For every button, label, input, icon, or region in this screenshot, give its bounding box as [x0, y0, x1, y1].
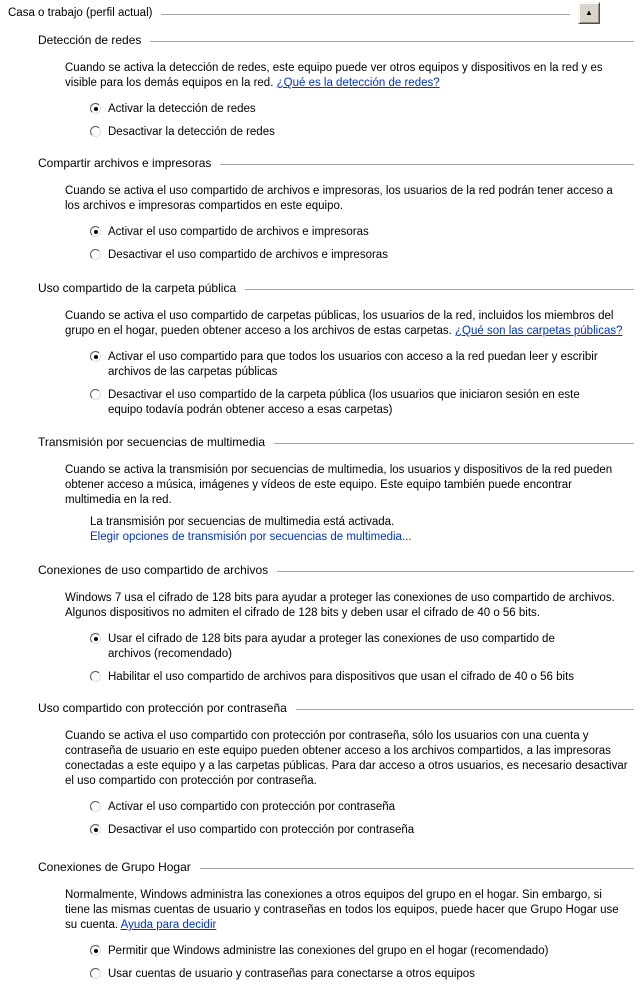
radio-option-label: Usar cuentas de usuario y contraseñas para conectarse a otros equipos	[108, 968, 475, 980]
section-description	[65, 888, 630, 933]
section-divider	[220, 164, 634, 165]
section-header	[38, 156, 634, 171]
section-header	[38, 435, 634, 450]
section-description	[65, 729, 630, 789]
section-divider	[277, 571, 634, 572]
section-header	[38, 701, 634, 716]
radio-button[interactable]	[90, 126, 101, 137]
description-text: Normalmente, Windows administra las conexiones a otros equipos del grupo en el hogar. Sin embargo, si tiene las mismas cuentas de usuario y contraseñas en todos los equipos, puede hacer que Grupo Hogar use su cuenta.	[65, 889, 619, 931]
section-divider	[245, 289, 634, 290]
section-homegroup-connections	[0, 860, 642, 982]
radio-option-label: Permitir que Windows administre las conexiones del grupo en el hogar (recomendado)	[108, 945, 549, 957]
profile-group-divider	[161, 14, 570, 15]
section-divider	[274, 443, 634, 444]
radio-option-label: Activar el uso compartido de archivos e impresoras	[108, 226, 369, 238]
radio-option[interactable]	[90, 944, 622, 959]
radio-button[interactable]	[90, 103, 101, 114]
description-text: Cuando se activa el uso compartido de carpetas públicas, los usuarios de la red, incluidos los miembros del grupo en el hogar, pueden obtener acceso a los archivos de estas carpetas.	[65, 310, 614, 337]
radio-option-label: Activar el uso compartido con protección por contraseña	[108, 801, 396, 813]
section-media-streaming	[0, 435, 642, 545]
radio-button[interactable]	[90, 351, 101, 362]
radio-button[interactable]	[90, 226, 101, 237]
radio-group-password-protected-sharing	[90, 800, 622, 838]
radio-option[interactable]	[90, 632, 622, 662]
radio-button[interactable]	[90, 801, 101, 812]
radio-option-label: Desactivar la detección de redes	[108, 126, 275, 138]
section-header	[38, 860, 634, 875]
radio-option-label: Desactivar el uso compartido de archivos e impresoras	[108, 249, 388, 261]
section-password-protected-sharing	[0, 701, 642, 838]
radio-option[interactable]	[90, 967, 622, 982]
section-title: Uso compartido de la carpeta pública	[38, 281, 237, 295]
section-file-printer-sharing	[0, 156, 642, 263]
section-header	[38, 281, 634, 296]
scroll-up-button[interactable]	[578, 2, 600, 24]
section-title: Compartir archivos e impresoras	[38, 156, 212, 170]
radio-group-public-folder-sharing	[90, 350, 622, 418]
radio-option[interactable]	[90, 823, 622, 838]
help-link-homegroup-connections[interactable]: Ayuda para decidir	[120, 919, 217, 931]
section-divider	[200, 868, 634, 869]
description-text: Cuando se activa el uso compartido con protección por contraseña, sólo los usuarios con una cuenta y contraseña de usuario en este equipo pueden obtener acceso a los archivos compartidos, a las impresoras conectadas a este equipo y a las carpetas públicas. Para dar acceso a otros usuarios, es necesario desactivar el uso compartido con protección por contraseña.	[65, 730, 628, 787]
media-streaming-options-link[interactable]: Elegir opciones de transmisión por secuencias de multimedia...	[90, 531, 412, 543]
radio-button[interactable]	[90, 824, 101, 835]
radio-option-label: Usar el cifrado de 128 bits para ayudar a proteger las conexiones de uso compartido de archivos (recomendado)	[108, 633, 555, 660]
radio-option-label: Desactivar el uso compartido de la carpeta pública (los usuarios que iniciaron sesión en este equipo todavía podrán obtener acceso a esas carpetas)	[108, 389, 580, 416]
section-title: Transmisión por secuencias de multimedia	[38, 435, 265, 449]
radio-button[interactable]	[90, 633, 101, 644]
profile-group-title: Casa o trabajo (perfil actual)	[8, 7, 153, 19]
radio-option[interactable]	[90, 125, 622, 140]
section-title: Uso compartido con protección por contraseña	[38, 701, 287, 715]
description-text: Cuando se activa el uso compartido de archivos e impresoras, los usuarios de la red podrán tener acceso a los archivos e impresoras compartidos en este equipo.	[65, 185, 613, 212]
section-description	[65, 309, 630, 339]
radio-button[interactable]	[90, 671, 101, 682]
radio-option[interactable]	[90, 670, 622, 685]
section-description	[65, 591, 630, 621]
radio-option[interactable]	[90, 350, 622, 380]
radio-option[interactable]	[90, 248, 622, 263]
media-streaming-status-block	[90, 515, 630, 545]
description-text: Windows 7 usa el cifrado de 128 bits para ayudar a proteger las conexiones de uso compartido de archivos. Algunos dispositivos no admiten el cifrado de 128 bits y deben usar el cifrado de 40 o 56 bits.	[65, 592, 615, 619]
section-description	[65, 463, 630, 508]
description-text: Cuando se activa la detección de redes, este equipo puede ver otros equipos y dispositivos en la red y es visible para los demás equipos en la red.	[65, 62, 603, 89]
radio-option-label: Desactivar el uso compartido con protección por contraseña	[108, 824, 415, 836]
radio-button[interactable]	[90, 249, 101, 260]
radio-option[interactable]	[90, 800, 622, 815]
section-divider	[296, 709, 634, 710]
section-header	[38, 563, 634, 578]
radio-option-label: Habilitar el uso compartido de archivos para dispositivos que usan el cifrado de 40 o 56 bits	[108, 671, 575, 683]
up-arrow-icon: ▲	[585, 8, 593, 17]
radio-button[interactable]	[90, 945, 101, 956]
section-header	[38, 33, 634, 48]
radio-group-homegroup-connections	[90, 944, 622, 982]
radio-option[interactable]	[90, 102, 622, 117]
section-public-folder-sharing	[0, 281, 642, 418]
section-description	[65, 184, 630, 214]
profile-group-header	[0, 0, 642, 21]
radio-group-file-sharing-connections	[90, 632, 622, 685]
section-title: Conexiones de Grupo Hogar	[38, 860, 191, 874]
radio-button[interactable]	[90, 968, 101, 979]
section-network-discovery	[0, 33, 642, 140]
settings-sections	[0, 33, 642, 982]
help-link-network-discovery[interactable]: ¿Qué es la detección de redes?	[276, 77, 440, 89]
radio-option-label: Activar el uso compartido para que todos los usuarios con acceso a la red puedan leer y escribir archivos de las carpetas públicas	[108, 351, 598, 378]
status-text: La transmisión por secuencias de multimedia está activada.	[90, 516, 395, 528]
radio-option-label: Activar la detección de redes	[108, 103, 256, 115]
radio-button[interactable]	[90, 389, 101, 400]
section-file-sharing-connections	[0, 563, 642, 685]
radio-group-network-discovery	[90, 102, 622, 140]
radio-group-file-printer-sharing	[90, 225, 622, 263]
section-divider	[150, 41, 634, 42]
section-description	[65, 61, 630, 91]
description-text: Cuando se activa la transmisión por secuencias de multimedia, los usuarios y dispositivos de la red pueden obtener acceso a música, imágenes y vídeos de este equipo. Este equipo también puede encontrar multimedia en la red.	[65, 464, 613, 506]
radio-option[interactable]	[90, 388, 622, 418]
radio-option[interactable]	[90, 225, 622, 240]
section-title: Detección de redes	[38, 33, 142, 47]
section-title: Conexiones de uso compartido de archivos	[38, 563, 269, 577]
help-link-public-folder-sharing[interactable]: ¿Qué son las carpetas públicas?	[455, 325, 623, 337]
